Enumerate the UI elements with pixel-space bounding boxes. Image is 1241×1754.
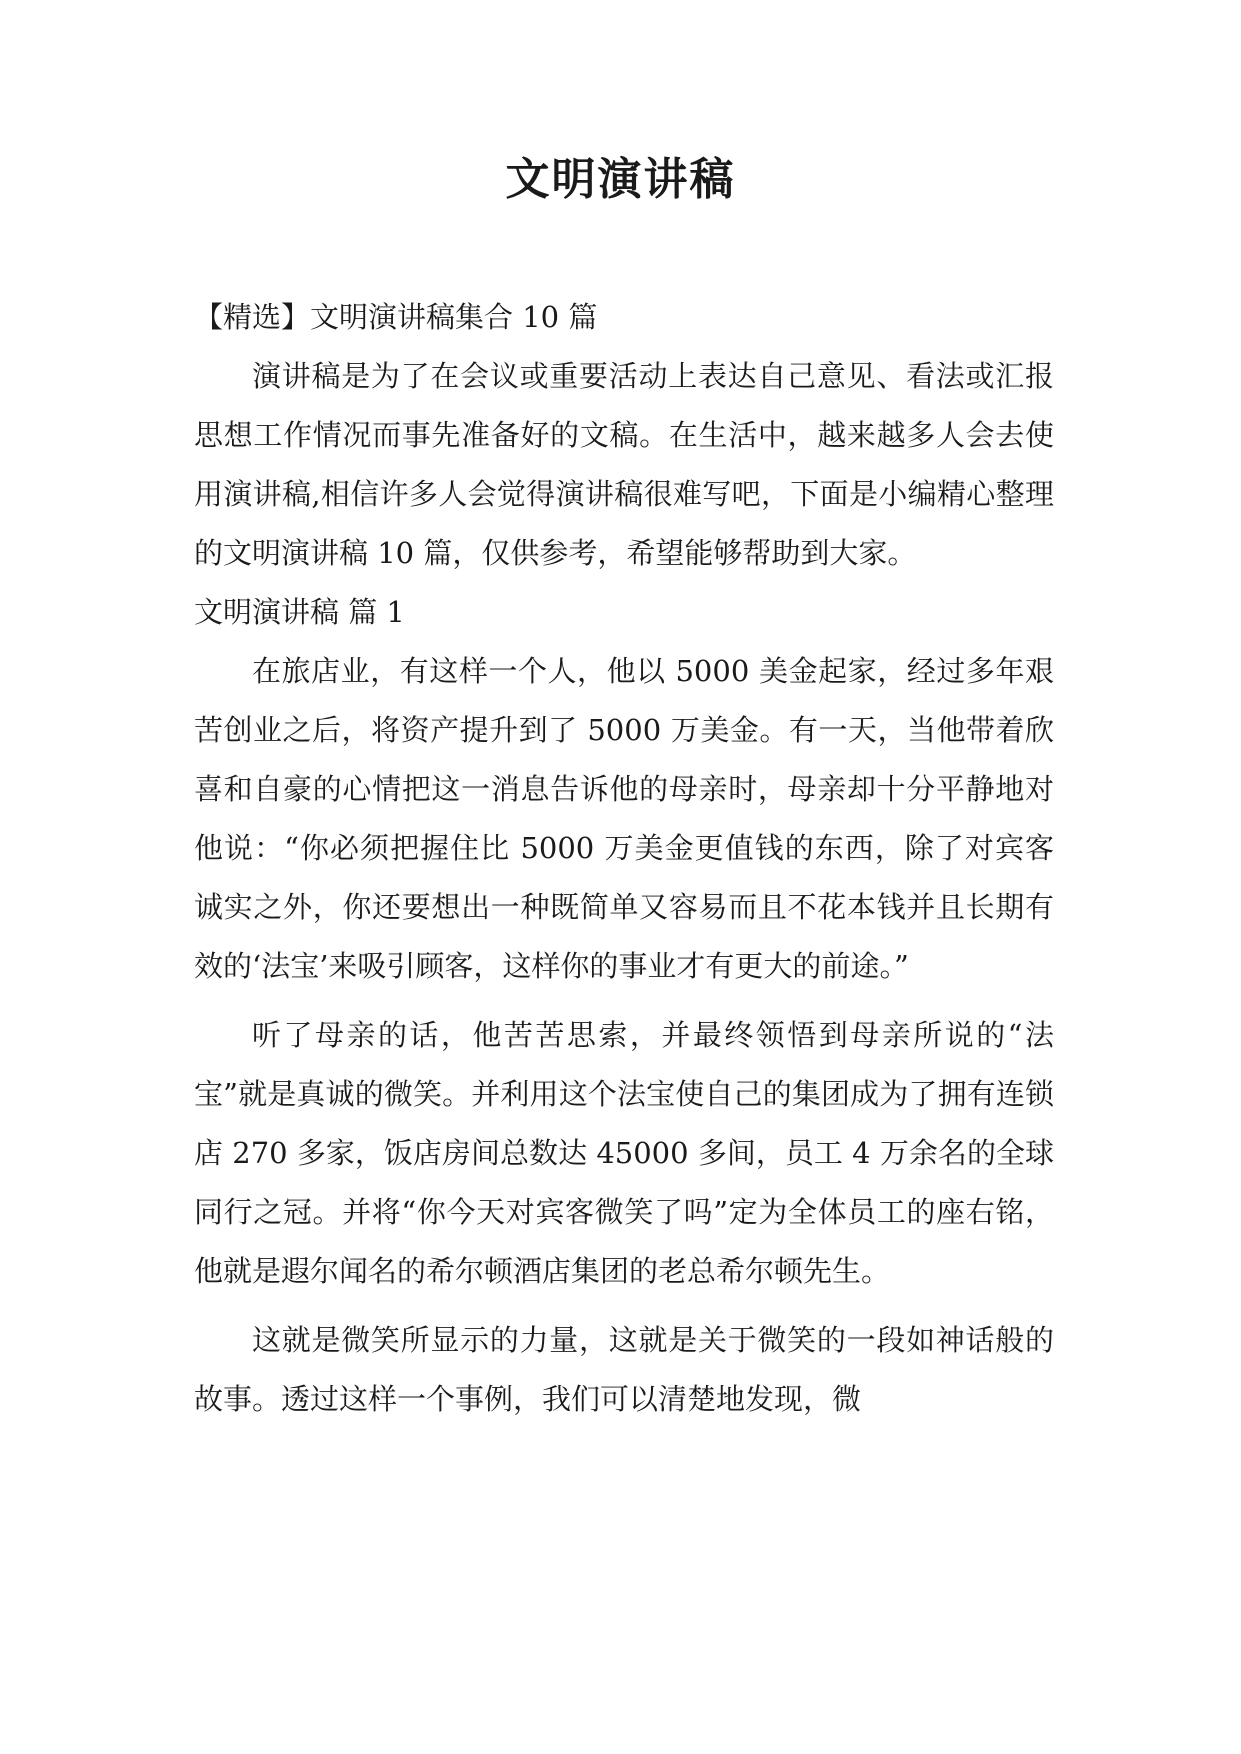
document-subtitle: 【精选】文明演讲稿集合 10 篇 bbox=[194, 300, 598, 334]
body-paragraph: 这就是微笑所显示的力量，这就是关于微笑的一段如神话般的故事。透过这样一个事例，我们可以清楚地发现，微 bbox=[194, 1323, 1054, 1416]
intro-paragraph: 演讲稿是为了在会议或重要活动上表达自己意见、看法或汇报思想工作情况而事先准备好的文稿。在生活中，越来越多人会去使用演讲稿,相信许多人会觉得演讲稿很难写吧，下面是小编精心整理的文明演讲稿 10 篇，仅供参考，希望能够帮助到大家。 bbox=[194, 359, 1054, 570]
section-heading: 文明演讲稿 篇 1 bbox=[194, 595, 405, 629]
body-paragraph: 在旅店业，有这样一个人，他以 5000 美金起家，经过多年艰苦创业之后，将资产提升到了 5000 万美金。有一天，当他带着欣喜和自豪的心情把这一消息告诉他的母亲时，母亲却十分平静地对他说：“你必须把握住比 5000 万美金更值钱的东西，除了对宾客诚实之外，你还要想出一种既简单又容易而且不花本钱并且长期有效的‘法宝’来吸引顾客，这样你的事业才有更大的前途。” bbox=[194, 654, 1054, 983]
document-title: 文明演讲稿 bbox=[505, 154, 736, 205]
document-body bbox=[194, 288, 1054, 1429]
body-paragraph: 听了母亲的话，他苦苦思索，并最终领悟到母亲所说的“法宝”就是真诚的微笑。并利用这个法宝使自己的集团成为了拥有连锁店 270 多家，饭店房间总数达 45000 多间，员工 4 万余名的全球同行之冠。并将“你今天对宾客微笑了吗”定为全体员工的座右铭，他就是遐尔闻名的希尔顿酒店集团的老总希尔顿先生。 bbox=[194, 1018, 1054, 1288]
